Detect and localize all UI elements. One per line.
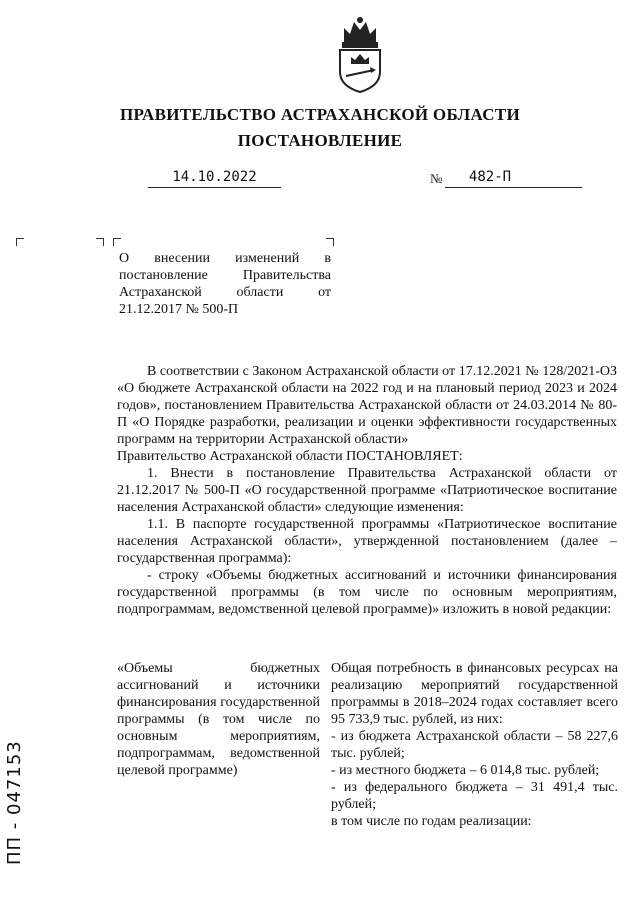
corner-mark xyxy=(16,238,24,246)
table-right-line: - из федерального бюджета – 31 491,4 тыс. рублей; xyxy=(331,780,618,812)
body-paragraph: Правительство Астраханской области ПОСТАНОВЛЯЕТ: xyxy=(117,449,463,464)
document-date: 14.10.2022 xyxy=(172,169,257,185)
coat-of-arms-emblem xyxy=(330,14,390,94)
corner-mark xyxy=(96,238,104,246)
body-paragraph: - строку «Объемы бюджетных ассигнований и источники финансирования государственной программы (в том числе по основным мероприятиям, подпрограммам, ведомственной целевой программе)» изложить в новой редакции: xyxy=(117,568,617,617)
document-body xyxy=(117,363,617,618)
table-right-line: - из местного бюджета – 6 014,8 тыс. рублей; xyxy=(331,763,600,778)
body-paragraph: 1.1. В паспорте государственной программы «Патриотическое воспитание населения Астраханской области», утвержденной постановлением (далее – государственная программа): xyxy=(117,517,617,566)
table-left-cell: «Объемы бюджетных ассигнований и источники финансирования государственной программы (в том числе по основным мероприятиям, подпрограммам, ведомственной целевой программе) xyxy=(117,661,320,778)
document-type: ПОСТАНОВЛЕНИЕ xyxy=(237,131,403,150)
corner-mark xyxy=(113,238,121,246)
government-title: ПРАВИТЕЛЬСТВО АСТРАХАНСКОЙ ОБЛАСТИ xyxy=(120,105,520,124)
corner-mark xyxy=(326,238,334,246)
document-number: 482-П xyxy=(468,169,512,185)
serial-number: ПП - 047153 xyxy=(4,740,25,865)
date-underline xyxy=(148,187,281,188)
table-right-line: в том числе по годам реализации: xyxy=(331,814,532,829)
table-right-cell xyxy=(331,660,618,830)
body-paragraph: В соответствии с Законом Астраханской области от 17.12.2021 № 128/2021-ОЗ «О бюджете Астраханской области на 2022 год и на плановый период 2023 и 2024 годов», постановлением Правительства Астраханской области от 24.03.2014 № 80-П «О Порядке разработки, реализации и оценки эффективности государственных программ на территории Астраханской области» xyxy=(117,364,617,447)
serial-stamp xyxy=(2,705,24,865)
number-underline xyxy=(445,187,582,188)
table-right-line: Общая потребность в финансовых ресурсах на реализацию мероприятий государственной программы в 2018–2024 годах составляет всего 95 733,9 тыс. рублей, из них: xyxy=(331,661,618,727)
body-paragraph: 1. Внести в постановление Правительства Астраханской области от 21.12.2017 № 500-П «О государственной программе «Патриотическое воспитание населения Астраханской области» следующие изменения: xyxy=(117,466,617,515)
table-right-line: - из бюджета Астраханской области – 58 227,6 тыс. рублей; xyxy=(331,729,618,761)
document-subject: О внесении изменений в постановление Правительства Астраханской области от 21.12.2017 № 500-П xyxy=(119,251,331,317)
number-sign: № xyxy=(430,171,443,186)
astrakhan-coat-of-arms-icon xyxy=(330,14,390,94)
